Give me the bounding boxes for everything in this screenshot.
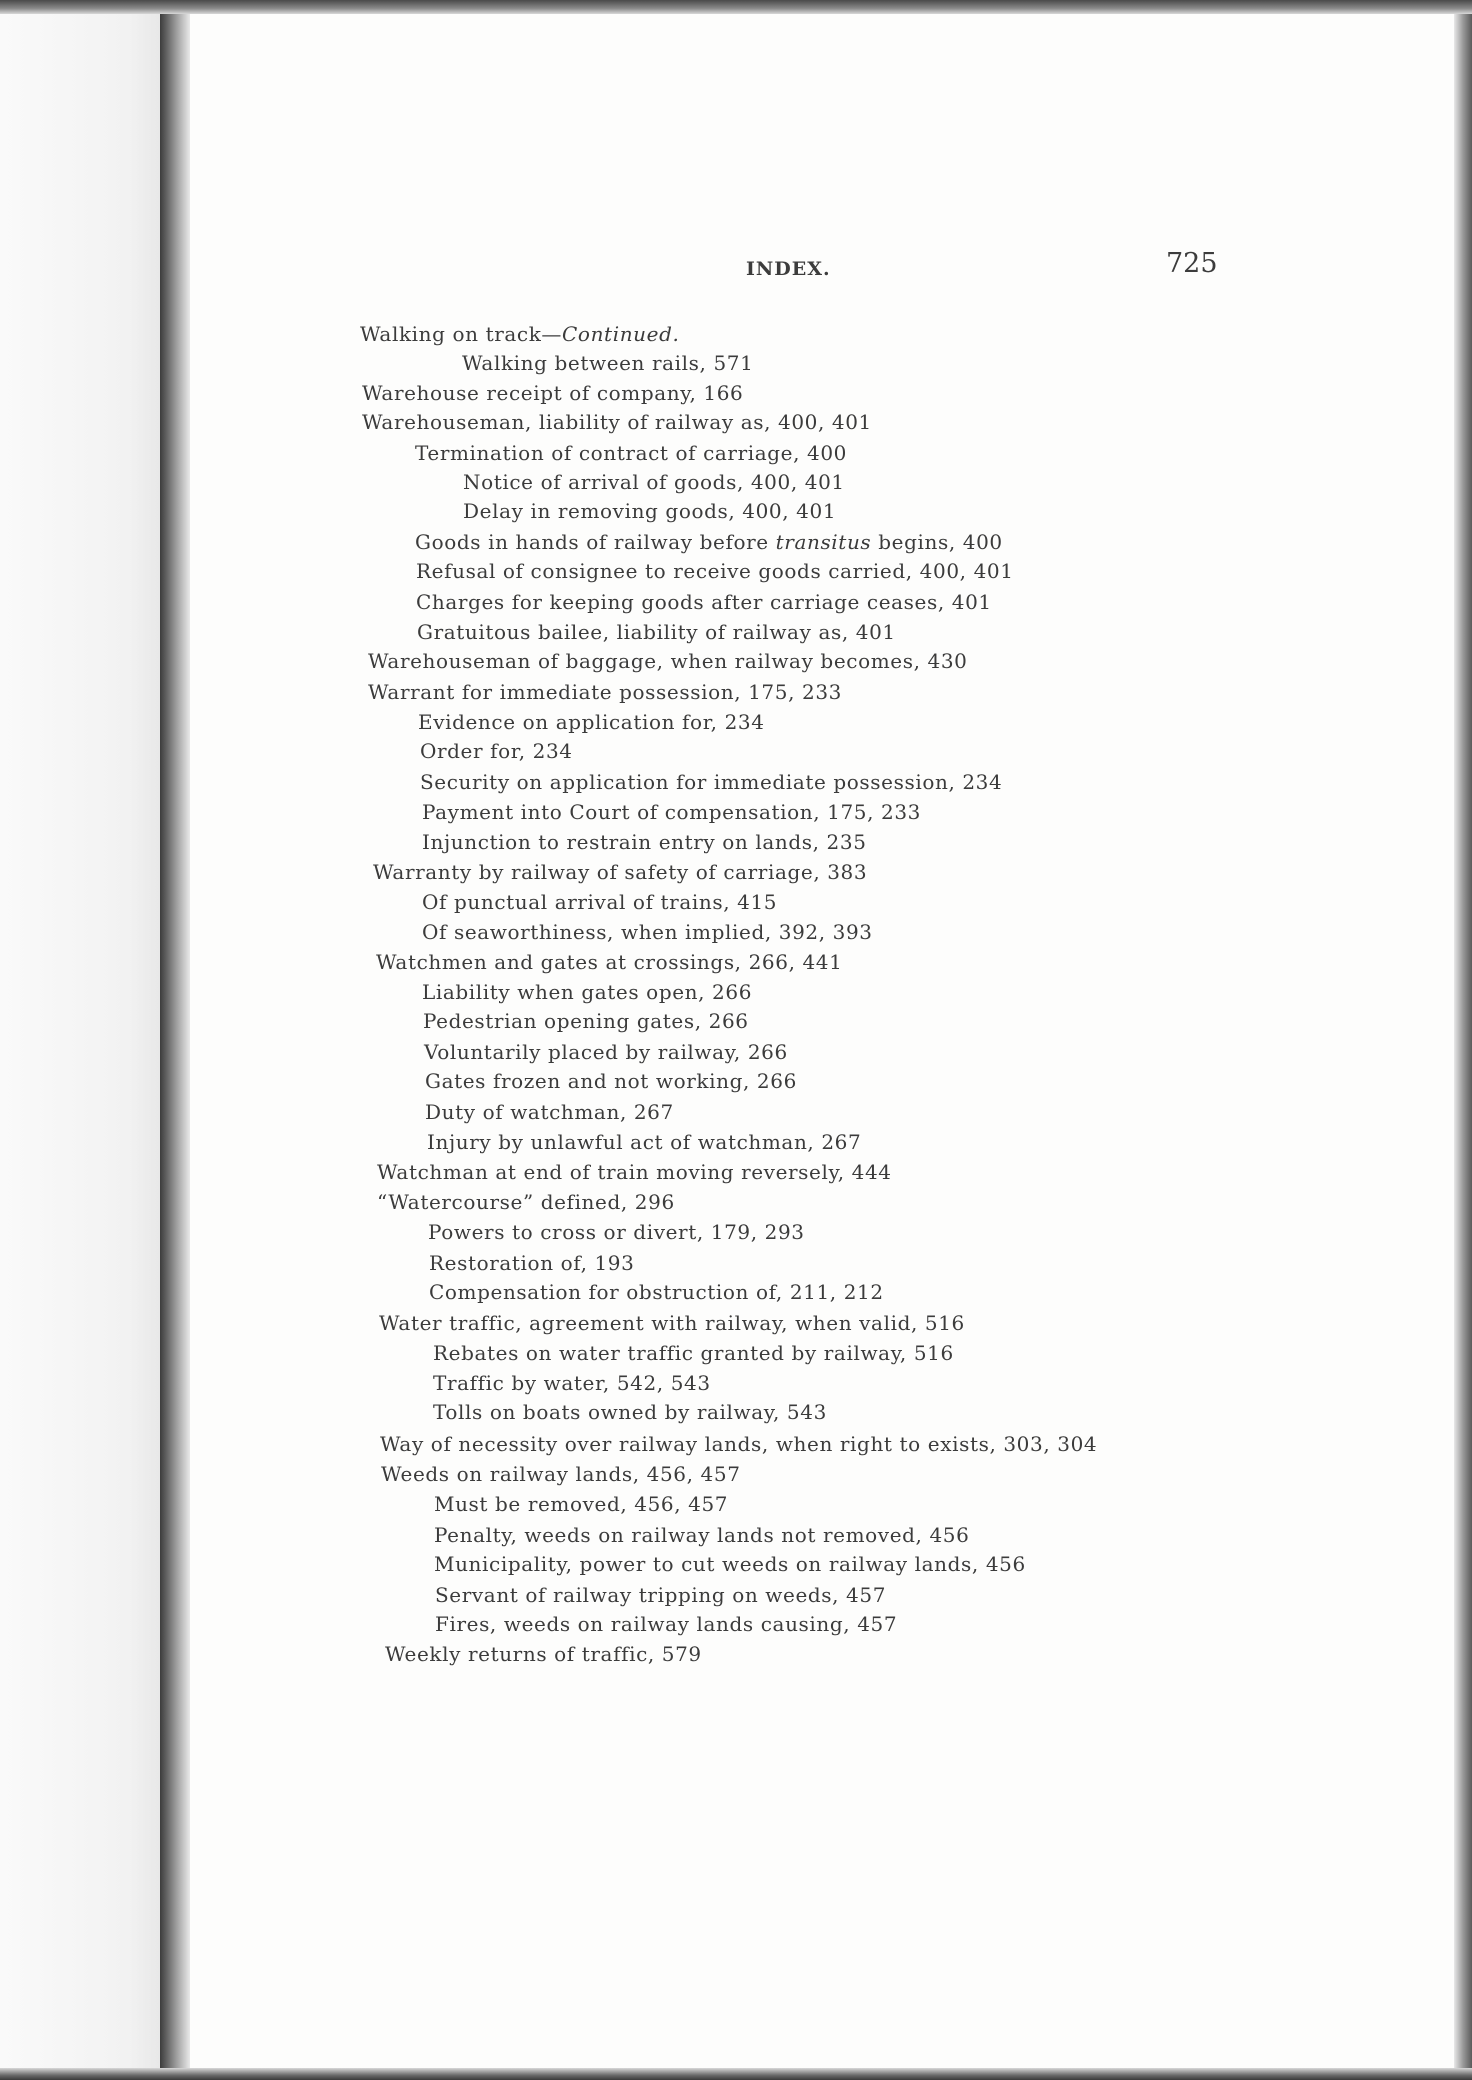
page-number: 725 bbox=[1166, 248, 1218, 279]
index-entry bbox=[416, 590, 992, 614]
binding-shadow bbox=[160, 14, 190, 2068]
index-entry bbox=[429, 1251, 634, 1275]
index-entry bbox=[434, 1492, 728, 1516]
index-entry bbox=[422, 890, 777, 914]
index-entry bbox=[422, 920, 873, 944]
index-entry-text: Pedestrian opening gates, 266 bbox=[423, 1009, 749, 1033]
right-page-edge bbox=[1454, 14, 1472, 2068]
index-entry-text: Order for, 234 bbox=[420, 739, 573, 763]
index-entry bbox=[373, 860, 867, 884]
index-entry bbox=[380, 1432, 1097, 1456]
index-entry-text: Compensation for obstruction of, 211, 212 bbox=[429, 1280, 884, 1304]
index-entry-text: Rebates on water traffic granted by railway, 516 bbox=[433, 1341, 954, 1365]
italic-term: transitus bbox=[775, 530, 872, 554]
index-entry bbox=[422, 980, 752, 1004]
index-entry-text: “Watercourse” defined, 296 bbox=[377, 1190, 675, 1214]
index-entry-text: Liability when gates open, 266 bbox=[422, 980, 753, 1004]
index-entry bbox=[435, 1583, 886, 1607]
index-entry-text: Payment into Court of compensation, 175, 233 bbox=[422, 800, 921, 824]
index-entry-text: Refusal of consignee to receive goods carried, 400, 401 bbox=[416, 559, 1014, 583]
index-entry-text: Evidence on application for, 234 bbox=[418, 710, 765, 734]
index-entry bbox=[423, 1009, 749, 1033]
index-entry-text: Delay in removing goods, 400, 401 bbox=[463, 499, 837, 523]
index-entry-text: Penalty, weeds on railway lands not removed, 456 bbox=[434, 1523, 970, 1547]
index-entry-text: Warehouse receipt of company, 166 bbox=[362, 381, 744, 405]
index-entry-text: Warehouseman of baggage, when railway becomes, 430 bbox=[368, 649, 968, 673]
index-entry bbox=[420, 739, 573, 763]
index-entry bbox=[463, 499, 836, 523]
index-entry bbox=[368, 680, 842, 704]
index-entry-text: Water traffic, agreement with railway, when valid, 516 bbox=[379, 1311, 965, 1335]
index-entry bbox=[463, 470, 845, 494]
index-entry bbox=[377, 1160, 892, 1184]
index-entry-text: Of punctual arrival of trains, 415 bbox=[422, 890, 778, 914]
index-entry bbox=[381, 1462, 741, 1486]
index-entry-text: Weekly returns of traffic, 579 bbox=[385, 1642, 702, 1666]
index-entry bbox=[379, 1311, 965, 1335]
index-entry bbox=[368, 649, 967, 673]
index-entry bbox=[416, 559, 1014, 583]
index-entry-text: Warranty by railway of safety of carriage, 383 bbox=[373, 860, 868, 884]
index-entry bbox=[376, 950, 842, 974]
index-entry-text: Injunction to restrain entry on lands, 235 bbox=[422, 830, 867, 854]
index-entry bbox=[433, 1371, 711, 1395]
index-entry bbox=[425, 1100, 674, 1124]
index-entry bbox=[415, 441, 847, 465]
index-entry bbox=[422, 830, 867, 854]
index-entry-text: Of seaworthiness, when implied, 392, 393 bbox=[422, 920, 873, 944]
top-scan-edge bbox=[0, 0, 1472, 14]
continued-label: Continued. bbox=[562, 322, 680, 346]
index-entry bbox=[422, 800, 921, 824]
index-entry-text: Termination of contract of carriage, 400 bbox=[415, 441, 847, 465]
index-entry bbox=[418, 710, 765, 734]
index-entry-text: Goods in hands of railway before bbox=[415, 530, 776, 554]
index-entry-text: Gratuitous bailee, liability of railway as, 401 bbox=[417, 620, 896, 644]
index-entry bbox=[415, 530, 1003, 554]
index-entry-text: Municipality, power to cut weeds on railway lands, 456 bbox=[434, 1552, 1026, 1576]
bottom-scan-edge bbox=[0, 2068, 1472, 2080]
left-margin bbox=[0, 14, 160, 2068]
running-head: INDEX. bbox=[746, 258, 831, 280]
index-entry bbox=[462, 351, 753, 375]
index-entry bbox=[377, 1190, 675, 1214]
index-entry-text: Powers to cross or divert, 179, 293 bbox=[428, 1220, 805, 1244]
index-entry-text-tail: begins, 400 bbox=[871, 530, 1003, 554]
index-entry-text: Tolls on boats owned by railway, 543 bbox=[433, 1400, 827, 1424]
index-entry-text: Restoration of, 193 bbox=[429, 1251, 635, 1275]
index-entry-text: Servant of railway tripping on weeds, 457 bbox=[435, 1583, 887, 1607]
index-entry-text: Traffic by water, 542, 543 bbox=[433, 1371, 711, 1395]
index-entry bbox=[433, 1400, 827, 1424]
index-entry bbox=[360, 322, 679, 346]
index-entry bbox=[427, 1130, 861, 1154]
index-entry bbox=[362, 381, 743, 405]
index-entry-text: Warrant for immediate possession, 175, 233 bbox=[368, 680, 842, 704]
index-entry-text: Weeds on railway lands, 456, 457 bbox=[381, 1462, 741, 1486]
index-entry bbox=[433, 1341, 954, 1365]
index-entry-text: Way of necessity over railway lands, when right to exists, 303, 304 bbox=[380, 1432, 1098, 1456]
index-entry-text: Walking on track— bbox=[360, 322, 563, 346]
index-entry bbox=[435, 1612, 897, 1636]
index-entry-text: Warehouseman, liability of railway as, 400, 401 bbox=[362, 410, 872, 434]
index-entry-text: Watchman at end of train moving reversely, 444 bbox=[377, 1160, 892, 1184]
index-entry bbox=[425, 1069, 797, 1093]
index-entry-text: Gates frozen and not working, 266 bbox=[425, 1069, 797, 1093]
index-entry-text: Duty of watchman, 267 bbox=[425, 1100, 674, 1124]
index-entry bbox=[434, 1523, 969, 1547]
index-entry bbox=[428, 1220, 805, 1244]
index-entry-text: Injury by unlawful act of watchman, 267 bbox=[427, 1130, 862, 1154]
index-entry-text: Must be removed, 456, 457 bbox=[434, 1492, 729, 1516]
index-entry bbox=[434, 1552, 1026, 1576]
index-entry-text: Security on application for immediate possession, 234 bbox=[420, 770, 1003, 794]
index-entry-text: Watchmen and gates at crossings, 266, 441 bbox=[376, 950, 843, 974]
index-entry bbox=[362, 410, 872, 434]
index-entry-text: Walking between rails, 571 bbox=[462, 351, 754, 375]
index-entry bbox=[417, 620, 896, 644]
index-entry bbox=[385, 1642, 702, 1666]
index-entry bbox=[429, 1280, 884, 1304]
index-entry-text: Voluntarily placed by railway, 266 bbox=[424, 1040, 788, 1064]
index-entry-text: Fires, weeds on railway lands causing, 457 bbox=[435, 1612, 898, 1636]
index-entry bbox=[424, 1040, 788, 1064]
index-entry-text: Notice of arrival of goods, 400, 401 bbox=[463, 470, 845, 494]
index-entry-text: Charges for keeping goods after carriage ceases, 401 bbox=[416, 590, 992, 614]
index-entry bbox=[420, 770, 1002, 794]
